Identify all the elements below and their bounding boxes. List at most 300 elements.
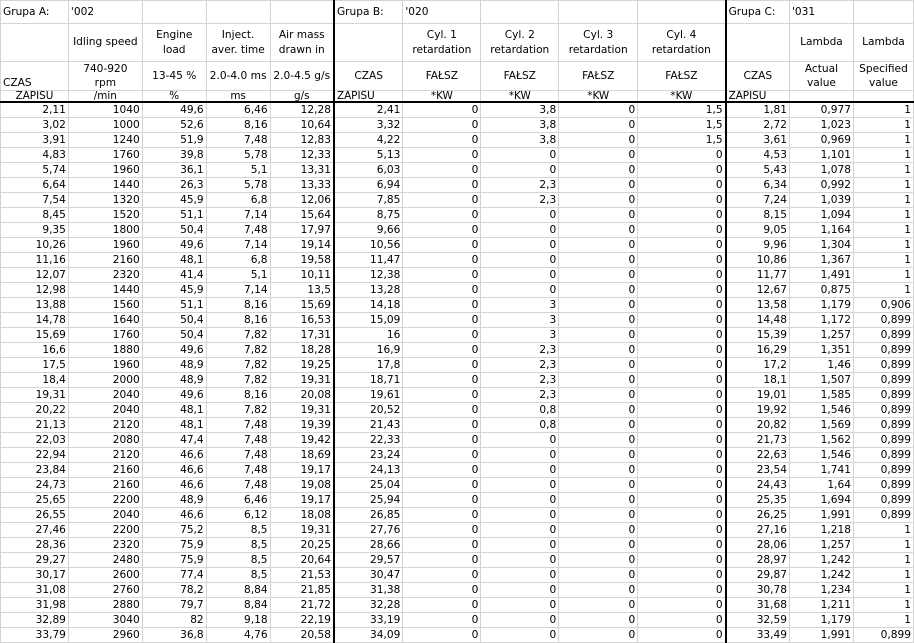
cell-cyl2-retard[interactable]: 2,3 [481,388,559,403]
empty-cell[interactable] [726,24,790,62]
cell-cyl3-retard[interactable]: 0 [559,583,638,598]
unit-cyl2[interactable]: *KW [481,91,559,103]
cell-czas-a[interactable]: 31,98 [1,598,69,613]
czas-label-c[interactable]: CZAS [726,62,790,91]
cell-lambda-specified[interactable]: 0,899 [853,508,913,523]
header-lambda-specified[interactable]: Lambda [853,24,913,62]
cell-czas-a[interactable]: 26,55 [1,508,69,523]
cell-czas-a[interactable]: 33,79 [1,628,69,643]
cell-cyl3-retard[interactable]: 0 [559,568,638,583]
cell-idling-speed[interactable]: 2200 [68,523,142,538]
cell-czas-c[interactable]: 15,39 [726,328,790,343]
cell-cyl4-retard[interactable]: 0 [638,328,726,343]
cell-engine-load[interactable]: 46,6 [142,508,206,523]
cell-engine-load[interactable]: 45,9 [142,283,206,298]
cell-cyl1-retard[interactable]: 0 [403,613,481,628]
cell-cyl3-retard[interactable]: 0 [559,448,638,463]
cell-czas-c[interactable]: 30,78 [726,583,790,598]
spec-cyl3[interactable]: FAŁSZ [559,62,638,91]
cell-inject-time[interactable]: 8,16 [206,298,270,313]
cell-lambda-actual[interactable]: 1,64 [790,478,854,493]
cell-cyl1-retard[interactable]: 0 [403,253,481,268]
cell-air-mass[interactable]: 10,64 [270,118,334,133]
cell-cyl3-retard[interactable]: 0 [559,193,638,208]
cell-czas-a[interactable]: 16,6 [1,343,69,358]
cell-inject-time[interactable]: 7,48 [206,433,270,448]
cell-idling-speed[interactable]: 1240 [68,133,142,148]
cell-czas-c[interactable]: 1,81 [726,102,790,118]
cell-idling-speed[interactable]: 2480 [68,553,142,568]
cell-idling-speed[interactable]: 2040 [68,403,142,418]
empty-cell[interactable] [1,24,69,62]
cell-lambda-actual[interactable]: 1,304 [790,238,854,253]
cell-lambda-specified[interactable]: 0,899 [853,403,913,418]
cell-lambda-specified[interactable]: 1 [853,253,913,268]
cell-inject-time[interactable]: 6,12 [206,508,270,523]
czas-label-a[interactable]: CZAS [1,62,69,91]
cell-lambda-specified[interactable]: 1 [853,613,913,628]
cell-air-mass[interactable]: 19,31 [270,403,334,418]
cell-cyl2-retard[interactable]: 2,3 [481,358,559,373]
cell-cyl3-retard[interactable]: 0 [559,508,638,523]
cell-cyl1-retard[interactable]: 0 [403,238,481,253]
empty-cell[interactable] [334,24,403,62]
cell-cyl4-retard[interactable]: 0 [638,238,726,253]
cell-engine-load[interactable]: 49,6 [142,238,206,253]
cell-cyl1-retard[interactable]: 0 [403,538,481,553]
cell-cyl3-retard[interactable]: 0 [559,238,638,253]
cell-cyl1-retard[interactable]: 0 [403,313,481,328]
group-a-label[interactable]: Grupa A: [1,1,69,24]
cell-lambda-actual[interactable]: 1,562 [790,433,854,448]
header-cyl3[interactable]: Cyl. 3 retardation [559,24,638,62]
cell-lambda-actual[interactable]: 1,242 [790,568,854,583]
cell-cyl4-retard[interactable]: 0 [638,223,726,238]
unit-engine-load[interactable]: % [142,91,206,103]
cell-czas-b[interactable]: 7,85 [334,193,403,208]
cell-engine-load[interactable]: 36,1 [142,163,206,178]
cell-czas-b[interactable]: 21,43 [334,418,403,433]
cell-cyl3-retard[interactable]: 0 [559,328,638,343]
cell-inject-time[interactable]: 4,76 [206,628,270,643]
cell-lambda-actual[interactable]: 1,179 [790,298,854,313]
cell-cyl4-retard[interactable]: 0 [638,583,726,598]
cell-idling-speed[interactable]: 2600 [68,568,142,583]
cell-cyl3-retard[interactable]: 0 [559,208,638,223]
cell-cyl2-retard[interactable]: 0 [481,148,559,163]
cell-engine-load[interactable]: 51,1 [142,208,206,223]
cell-cyl1-retard[interactable]: 0 [403,478,481,493]
cell-cyl2-retard[interactable]: 0 [481,448,559,463]
cell-cyl1-retard[interactable]: 0 [403,418,481,433]
empty-cell[interactable] [270,1,334,24]
cell-lambda-actual[interactable]: 1,242 [790,553,854,568]
cell-lambda-actual[interactable]: 1,546 [790,448,854,463]
cell-inject-time[interactable]: 6,8 [206,193,270,208]
cell-air-mass[interactable]: 18,28 [270,343,334,358]
cell-cyl4-retard[interactable]: 0 [638,568,726,583]
cell-czas-c[interactable]: 20,82 [726,418,790,433]
cell-czas-b[interactable]: 3,32 [334,118,403,133]
spec-lambda-specified[interactable]: Specified value [853,62,913,91]
cell-cyl4-retard[interactable]: 1,5 [638,118,726,133]
cell-lambda-specified[interactable]: 1 [853,223,913,238]
spec-cyl4[interactable]: FAŁSZ [638,62,726,91]
cell-cyl3-retard[interactable]: 0 [559,343,638,358]
cell-cyl1-retard[interactable]: 0 [403,388,481,403]
cell-engine-load[interactable]: 48,9 [142,373,206,388]
cell-cyl1-retard[interactable]: 0 [403,328,481,343]
cell-czas-b[interactable]: 31,38 [334,583,403,598]
cell-cyl3-retard[interactable]: 0 [559,553,638,568]
cell-cyl2-retard[interactable]: 0 [481,508,559,523]
cell-cyl2-retard[interactable]: 2,3 [481,193,559,208]
cell-czas-c[interactable]: 24,43 [726,478,790,493]
empty-cell[interactable] [206,1,270,24]
cell-air-mass[interactable]: 20,25 [270,538,334,553]
cell-cyl2-retard[interactable]: 0 [481,433,559,448]
cell-inject-time[interactable]: 5,1 [206,268,270,283]
cell-lambda-specified[interactable]: 0,906 [853,298,913,313]
cell-czas-c[interactable]: 27,16 [726,523,790,538]
cell-inject-time[interactable]: 8,84 [206,583,270,598]
cell-air-mass[interactable]: 19,08 [270,478,334,493]
cell-air-mass[interactable]: 19,17 [270,463,334,478]
cell-lambda-actual[interactable]: 1,991 [790,508,854,523]
cell-lambda-specified[interactable]: 1 [853,568,913,583]
cell-cyl2-retard[interactable]: 0 [481,163,559,178]
cell-lambda-actual[interactable]: 1,507 [790,373,854,388]
cell-czas-b[interactable]: 22,33 [334,433,403,448]
cell-inject-time[interactable]: 7,48 [206,478,270,493]
cell-czas-b[interactable]: 5,13 [334,148,403,163]
cell-czas-b[interactable]: 16,9 [334,343,403,358]
cell-cyl2-retard[interactable]: 0 [481,283,559,298]
cell-air-mass[interactable]: 19,42 [270,433,334,448]
cell-air-mass[interactable]: 12,06 [270,193,334,208]
cell-czas-c[interactable]: 8,15 [726,208,790,223]
cell-inject-time[interactable]: 8,5 [206,568,270,583]
cell-engine-load[interactable]: 79,7 [142,598,206,613]
group-b-label[interactable]: Grupa B: [334,1,403,24]
cell-czas-c[interactable]: 3,61 [726,133,790,148]
cell-czas-b[interactable]: 32,28 [334,598,403,613]
cell-engine-load[interactable]: 41,4 [142,268,206,283]
cell-czas-b[interactable]: 27,76 [334,523,403,538]
cell-cyl2-retard[interactable]: 2,3 [481,343,559,358]
spec-inject-time[interactable]: 2.0-4.0 ms [206,62,270,91]
cell-engine-load[interactable]: 46,6 [142,463,206,478]
cell-czas-c[interactable]: 28,97 [726,553,790,568]
cell-cyl2-retard[interactable]: 3 [481,298,559,313]
cell-cyl1-retard[interactable]: 0 [403,463,481,478]
cell-czas-b[interactable]: 10,56 [334,238,403,253]
cell-air-mass[interactable]: 18,69 [270,448,334,463]
cell-cyl4-retard[interactable]: 0 [638,178,726,193]
cell-lambda-actual[interactable]: 0,969 [790,133,854,148]
cell-cyl2-retard[interactable]: 0,8 [481,403,559,418]
group-c-label[interactable]: Grupa C: [726,1,790,24]
cell-engine-load[interactable]: 36,8 [142,628,206,643]
cell-czas-c[interactable]: 17,2 [726,358,790,373]
cell-cyl1-retard[interactable]: 0 [403,133,481,148]
cell-cyl2-retard[interactable]: 0 [481,628,559,643]
cell-czas-a[interactable]: 6,64 [1,178,69,193]
cell-czas-b[interactable]: 8,75 [334,208,403,223]
cell-idling-speed[interactable]: 1760 [68,328,142,343]
cell-cyl4-retard[interactable]: 0 [638,253,726,268]
cell-air-mass[interactable]: 12,33 [270,148,334,163]
cell-engine-load[interactable]: 48,1 [142,253,206,268]
cell-cyl1-retard[interactable]: 0 [403,358,481,373]
cell-engine-load[interactable]: 45,9 [142,193,206,208]
cell-inject-time[interactable]: 5,1 [206,163,270,178]
cell-air-mass[interactable]: 19,58 [270,253,334,268]
cell-air-mass[interactable]: 20,08 [270,388,334,403]
cell-engine-load[interactable]: 51,1 [142,298,206,313]
cell-czas-c[interactable]: 28,06 [726,538,790,553]
cell-lambda-specified[interactable]: 1 [853,598,913,613]
cell-czas-a[interactable]: 10,26 [1,238,69,253]
spec-cyl1[interactable]: FAŁSZ [403,62,481,91]
cell-cyl3-retard[interactable]: 0 [559,628,638,643]
cell-cyl4-retard[interactable]: 0 [638,478,726,493]
cell-inject-time[interactable]: 6,8 [206,253,270,268]
cell-cyl1-retard[interactable]: 0 [403,268,481,283]
cell-cyl4-retard[interactable]: 0 [638,613,726,628]
cell-lambda-specified[interactable]: 0,899 [853,328,913,343]
cell-idling-speed[interactable]: 2120 [68,418,142,433]
cell-czas-b[interactable]: 14,18 [334,298,403,313]
cell-idling-speed[interactable]: 2000 [68,373,142,388]
cell-czas-a[interactable]: 30,17 [1,568,69,583]
cell-czas-c[interactable]: 14,48 [726,313,790,328]
cell-idling-speed[interactable]: 1520 [68,208,142,223]
cell-czas-a[interactable]: 22,94 [1,448,69,463]
cell-air-mass[interactable]: 16,53 [270,313,334,328]
cell-air-mass[interactable]: 19,14 [270,238,334,253]
cell-lambda-specified[interactable]: 0,899 [853,388,913,403]
cell-czas-b[interactable]: 6,03 [334,163,403,178]
cell-engine-load[interactable]: 78,2 [142,583,206,598]
cell-cyl3-retard[interactable]: 0 [559,118,638,133]
cell-cyl2-retard[interactable]: 0 [481,463,559,478]
cell-lambda-actual[interactable]: 1,094 [790,208,854,223]
cell-cyl2-retard[interactable]: 0 [481,583,559,598]
cell-engine-load[interactable]: 50,4 [142,328,206,343]
cell-idling-speed[interactable]: 2040 [68,388,142,403]
cell-cyl4-retard[interactable]: 0 [638,193,726,208]
cell-idling-speed[interactable]: 2320 [68,538,142,553]
cell-engine-load[interactable]: 50,4 [142,223,206,238]
cell-czas-b[interactable]: 33,19 [334,613,403,628]
header-air-mass[interactable]: Air mass drawn in [270,24,334,62]
cell-cyl2-retard[interactable]: 2,3 [481,373,559,388]
cell-cyl3-retard[interactable]: 0 [559,223,638,238]
cell-cyl4-retard[interactable]: 0 [638,313,726,328]
header-idling-speed[interactable]: Idling speed [68,24,142,62]
cell-cyl4-retard[interactable]: 0 [638,493,726,508]
empty-cell[interactable] [853,1,913,24]
cell-lambda-specified[interactable]: 1 [853,238,913,253]
cell-cyl1-retard[interactable]: 0 [403,343,481,358]
cell-czas-b[interactable]: 11,47 [334,253,403,268]
cell-inject-time[interactable]: 8,16 [206,388,270,403]
cell-air-mass[interactable]: 18,08 [270,508,334,523]
czas-label-b[interactable]: CZAS [334,62,403,91]
cell-cyl4-retard[interactable]: 1,5 [638,102,726,118]
cell-cyl3-retard[interactable]: 0 [559,373,638,388]
cell-lambda-specified[interactable]: 1 [853,193,913,208]
cell-czas-a[interactable]: 25,65 [1,493,69,508]
cell-cyl3-retard[interactable]: 0 [559,358,638,373]
cell-czas-b[interactable]: 17,8 [334,358,403,373]
zapisu-label-a[interactable]: ZAPISU [1,91,69,103]
cell-idling-speed[interactable]: 2200 [68,493,142,508]
cell-air-mass[interactable]: 12,28 [270,102,334,118]
cell-cyl2-retard[interactable]: 0 [481,568,559,583]
cell-cyl1-retard[interactable]: 0 [403,373,481,388]
cell-inject-time[interactable]: 7,82 [206,403,270,418]
cell-lambda-actual[interactable]: 1,46 [790,358,854,373]
cell-lambda-actual[interactable]: 1,257 [790,538,854,553]
cell-air-mass[interactable]: 19,31 [270,373,334,388]
cell-lambda-actual[interactable]: 1,991 [790,628,854,643]
cell-cyl3-retard[interactable]: 0 [559,102,638,118]
cell-czas-b[interactable]: 4,22 [334,133,403,148]
spec-cyl2[interactable]: FAŁSZ [481,62,559,91]
zapisu-label-b[interactable]: ZAPISU [334,91,403,103]
cell-inject-time[interactable]: 7,48 [206,448,270,463]
cell-czas-c[interactable]: 18,1 [726,373,790,388]
cell-czas-a[interactable]: 3,91 [1,133,69,148]
cell-idling-speed[interactable]: 2040 [68,508,142,523]
cell-lambda-specified[interactable]: 1 [853,283,913,298]
cell-cyl4-retard[interactable]: 0 [638,418,726,433]
cell-air-mass[interactable]: 13,33 [270,178,334,193]
cell-cyl2-retard[interactable]: 0 [481,208,559,223]
header-cyl1[interactable]: Cyl. 1 retardation [403,24,481,62]
cell-lambda-specified[interactable]: 0,899 [853,478,913,493]
cell-cyl4-retard[interactable]: 0 [638,208,726,223]
cell-inject-time[interactable]: 7,14 [206,238,270,253]
cell-czas-a[interactable]: 13,88 [1,298,69,313]
cell-cyl1-retard[interactable]: 0 [403,583,481,598]
cell-cyl1-retard[interactable]: 0 [403,298,481,313]
cell-cyl4-retard[interactable]: 0 [638,358,726,373]
cell-cyl3-retard[interactable]: 0 [559,313,638,328]
header-engine-load[interactable]: Engine load [142,24,206,62]
cell-czas-a[interactable]: 28,36 [1,538,69,553]
cell-idling-speed[interactable]: 1960 [68,163,142,178]
cell-cyl2-retard[interactable]: 0 [481,523,559,538]
cell-czas-a[interactable]: 11,16 [1,253,69,268]
cell-inject-time[interactable]: 7,82 [206,343,270,358]
cell-inject-time[interactable]: 7,82 [206,373,270,388]
cell-czas-b[interactable]: 16 [334,328,403,343]
cell-czas-b[interactable]: 23,24 [334,448,403,463]
zapisu-label-c[interactable]: ZAPISU [726,91,790,103]
cell-cyl1-retard[interactable]: 0 [403,148,481,163]
cell-czas-a[interactable]: 20,22 [1,403,69,418]
cell-czas-c[interactable]: 19,01 [726,388,790,403]
cell-cyl3-retard[interactable]: 0 [559,523,638,538]
cell-cyl3-retard[interactable]: 0 [559,463,638,478]
cell-czas-c[interactable]: 16,29 [726,343,790,358]
cell-idling-speed[interactable]: 1880 [68,343,142,358]
cell-czas-b[interactable]: 18,71 [334,373,403,388]
cell-czas-b[interactable]: 6,94 [334,178,403,193]
cell-cyl3-retard[interactable]: 0 [559,493,638,508]
cell-engine-load[interactable]: 46,6 [142,448,206,463]
cell-czas-a[interactable]: 31,08 [1,583,69,598]
cell-cyl3-retard[interactable]: 0 [559,163,638,178]
cell-czas-b[interactable]: 34,09 [334,628,403,643]
empty-cell[interactable] [790,91,854,103]
empty-cell[interactable] [559,1,638,24]
cell-cyl1-retard[interactable]: 0 [403,568,481,583]
cell-cyl2-retard[interactable]: 0 [481,493,559,508]
cell-cyl4-retard[interactable]: 0 [638,463,726,478]
group-a-code[interactable]: '002 [68,1,142,24]
cell-cyl4-retard[interactable]: 0 [638,628,726,643]
cell-lambda-actual[interactable]: 1,569 [790,418,854,433]
cell-czas-a[interactable]: 5,74 [1,163,69,178]
cell-czas-c[interactable]: 19,92 [726,403,790,418]
cell-czas-b[interactable]: 15,09 [334,313,403,328]
header-cyl2[interactable]: Cyl. 2 retardation [481,24,559,62]
cell-lambda-actual[interactable]: 1,694 [790,493,854,508]
cell-engine-load[interactable]: 82 [142,613,206,628]
cell-czas-a[interactable]: 9,35 [1,223,69,238]
unit-cyl4[interactable]: *KW [638,91,726,103]
cell-cyl3-retard[interactable]: 0 [559,403,638,418]
cell-lambda-specified[interactable]: 1 [853,148,913,163]
cell-cyl3-retard[interactable]: 0 [559,433,638,448]
cell-lambda-specified[interactable]: 1 [853,208,913,223]
cell-air-mass[interactable]: 10,11 [270,268,334,283]
cell-cyl4-retard[interactable]: 0 [638,403,726,418]
cell-cyl4-retard[interactable]: 0 [638,283,726,298]
cell-cyl1-retard[interactable]: 0 [403,283,481,298]
cell-inject-time[interactable]: 6,46 [206,102,270,118]
cell-engine-load[interactable]: 48,9 [142,493,206,508]
cell-czas-c[interactable]: 12,67 [726,283,790,298]
cell-inject-time[interactable]: 7,82 [206,328,270,343]
cell-czas-b[interactable]: 30,47 [334,568,403,583]
cell-cyl1-retard[interactable]: 0 [403,102,481,118]
cell-idling-speed[interactable]: 1800 [68,223,142,238]
cell-lambda-actual[interactable]: 1,491 [790,268,854,283]
cell-air-mass[interactable]: 19,25 [270,358,334,373]
unit-idling-speed[interactable]: /min [68,91,142,103]
cell-cyl2-retard[interactable]: 3 [481,313,559,328]
cell-inject-time[interactable]: 7,82 [206,358,270,373]
cell-cyl2-retard[interactable]: 0 [481,613,559,628]
spec-engine-load[interactable]: 13-45 % [142,62,206,91]
unit-air-mass[interactable]: g/s [270,91,334,103]
cell-czas-c[interactable]: 9,05 [726,223,790,238]
cell-air-mass[interactable]: 21,85 [270,583,334,598]
cell-czas-a[interactable]: 3,02 [1,118,69,133]
cell-czas-c[interactable]: 22,63 [726,448,790,463]
cell-czas-a[interactable]: 15,69 [1,328,69,343]
cell-czas-c[interactable]: 13,58 [726,298,790,313]
cell-idling-speed[interactable]: 1320 [68,193,142,208]
cell-lambda-actual[interactable]: 1,546 [790,403,854,418]
cell-cyl4-retard[interactable]: 0 [638,433,726,448]
cell-lambda-actual[interactable]: 1,234 [790,583,854,598]
